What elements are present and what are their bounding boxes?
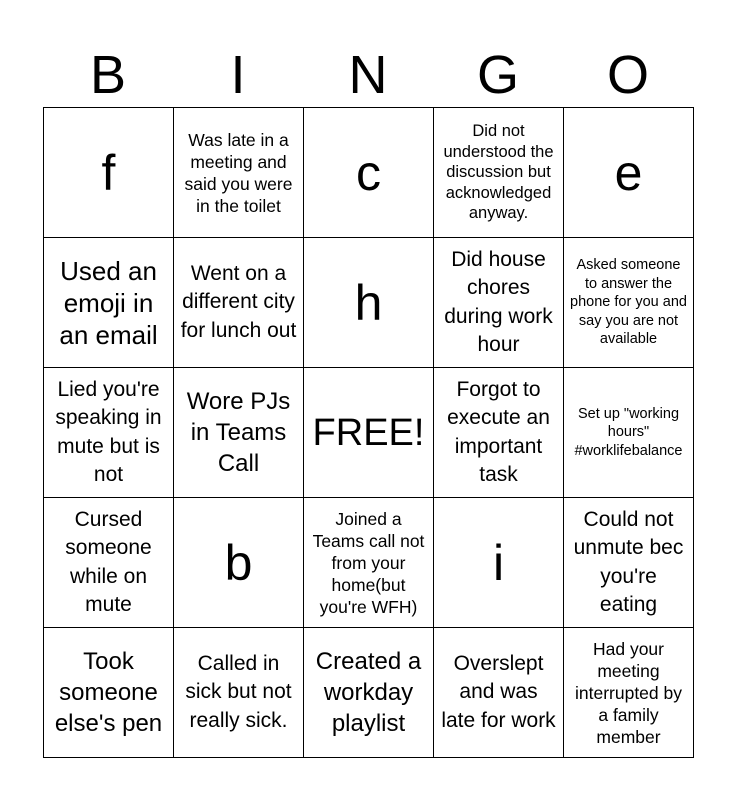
cell-text: Joined a Teams call not from your home(but you're WFH) bbox=[312, 508, 425, 617]
bingo-board bbox=[43, 107, 694, 758]
bingo-header bbox=[43, 44, 693, 106]
cell-text: Did house chores during work hour bbox=[444, 247, 553, 356]
bingo-cell[interactable] bbox=[434, 238, 564, 368]
bingo-cell[interactable] bbox=[44, 368, 174, 498]
bingo-cell[interactable] bbox=[174, 368, 304, 498]
bingo-cell[interactable] bbox=[174, 628, 304, 758]
cell-text: e bbox=[614, 144, 643, 201]
cell-text: Forgot to execute an important task bbox=[447, 377, 550, 486]
bingo-cell[interactable] bbox=[434, 368, 564, 498]
cell-text: Was late in a meeting and said you were in the toilet bbox=[184, 129, 293, 216]
header-letter-i: I bbox=[230, 45, 246, 105]
bingo-cell[interactable] bbox=[304, 108, 434, 238]
bingo-cell[interactable] bbox=[434, 108, 564, 238]
cell-text: Created a workday playlist bbox=[315, 648, 422, 737]
cell-text: Wore PJs in Teams Call bbox=[186, 388, 291, 477]
cell-text: b bbox=[224, 534, 253, 591]
bingo-cell[interactable] bbox=[564, 368, 694, 498]
cell-text: i bbox=[492, 534, 505, 591]
header-letter-n: N bbox=[348, 45, 388, 105]
cell-text: Asked someone to answer the phone for you and say you are not available bbox=[570, 257, 687, 348]
cell-text: c bbox=[356, 144, 381, 201]
header-letter-o: O bbox=[606, 45, 649, 105]
bingo-cell[interactable] bbox=[44, 238, 174, 368]
bingo-cell[interactable] bbox=[564, 238, 694, 368]
bingo-cell[interactable] bbox=[174, 498, 304, 628]
cell-text: Used an emoji in an email bbox=[59, 255, 158, 350]
header-letter-b: B bbox=[89, 45, 127, 105]
cell-text: Set up "working hours" #worklifebalance bbox=[574, 405, 683, 459]
bingo-cell[interactable] bbox=[434, 628, 564, 758]
header-letter-g: G bbox=[476, 45, 519, 105]
cell-text: Took someone else's pen bbox=[54, 648, 163, 737]
cell-text: Had your meeting interrupted by a family member bbox=[574, 638, 682, 747]
cell-text: f bbox=[101, 144, 116, 201]
cell-text: h bbox=[354, 274, 383, 331]
bingo-cell[interactable] bbox=[174, 108, 304, 238]
cell-text: Overslept and was late for work bbox=[441, 651, 556, 732]
bingo-cell[interactable] bbox=[434, 498, 564, 628]
cell-text: Cursed someone while on mute bbox=[65, 507, 152, 616]
free-space-label: FREE! bbox=[312, 411, 425, 454]
bingo-cell[interactable] bbox=[564, 108, 694, 238]
bingo-cell[interactable] bbox=[564, 498, 694, 628]
bingo-cell[interactable] bbox=[304, 238, 434, 368]
bingo-cell[interactable] bbox=[44, 628, 174, 758]
cell-text: Could not unmute bec you're eating bbox=[573, 507, 684, 616]
bingo-cell[interactable] bbox=[44, 108, 174, 238]
cell-text: Did not understood the discussion but acknowledged anyway. bbox=[443, 122, 554, 223]
bingo-cell[interactable] bbox=[174, 238, 304, 368]
bingo-cell[interactable] bbox=[44, 498, 174, 628]
bingo-cell[interactable] bbox=[564, 628, 694, 758]
cell-text: Called in sick but not really sick. bbox=[185, 651, 292, 732]
cell-text: Lied you're speaking in mute but is not bbox=[55, 377, 162, 486]
free-space[interactable] bbox=[304, 368, 434, 498]
bingo-cell[interactable] bbox=[304, 498, 434, 628]
bingo-cell[interactable] bbox=[304, 628, 434, 758]
cell-text: Went on a different city for lunch out bbox=[180, 261, 297, 342]
